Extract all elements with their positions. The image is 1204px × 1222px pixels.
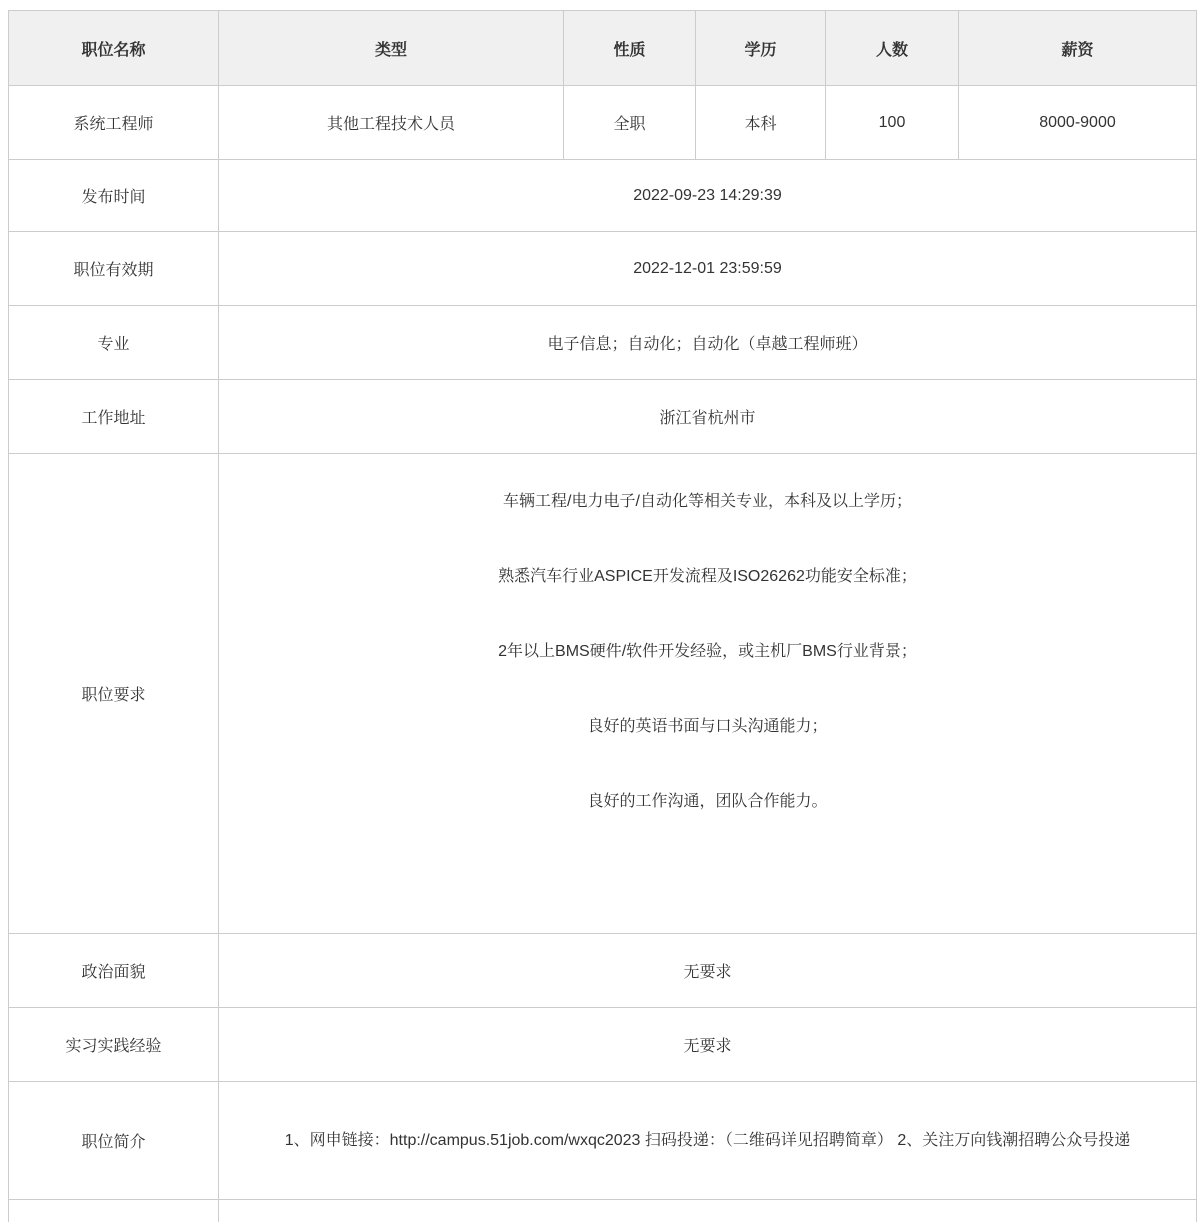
intro-value: 1、网申链接：http://campus.51job.com/wxqc2023 扫码投递：（二维码详见招聘简章） 2、关注万向钱潮招聘公众号投递 [219,1082,1197,1200]
cell-education: 本科 [696,86,826,160]
job-detail-table [8,10,1197,1222]
partial-next-row [9,1200,1197,1222]
valid-until-value: 2022-12-01 23:59:59 [219,232,1197,306]
header-type: 类型 [219,11,564,86]
cell-headcount: 100 [826,86,959,160]
political-status-value: 无要求 [219,934,1197,1008]
requirement-line: 良好的英语书面与口头沟通能力； [587,718,828,735]
header-headcount: 人数 [826,11,959,86]
intro-label: 职位简介 [9,1082,219,1200]
major-label: 专业 [9,306,219,380]
internship-experience-label: 实习实践经验 [9,1008,219,1082]
political-status-row [9,934,1197,1008]
header-nature: 性质 [564,11,696,86]
cell-nature: 全职 [564,86,696,160]
valid-until-label: 职位有效期 [9,232,219,306]
publish-time-label: 发布时间 [9,160,219,232]
requirement-line: 良好的工作沟通，团队合作能力。 [587,793,828,810]
major-value: 电子信息；自动化；自动化（卓越工程师班） [219,306,1197,380]
work-address-row [9,380,1197,454]
requirements-value [219,454,1197,934]
internship-experience-row [9,1008,1197,1082]
cell-position-name: 系统工程师 [9,86,219,160]
work-address-value: 浙江省杭州市 [219,380,1197,454]
requirement-line: 车辆工程/电力电子/自动化等相关专业，本科及以上学历； [503,493,912,510]
cell-type: 其他工程技术人员 [219,86,564,160]
intro-row [9,1082,1197,1200]
publish-time-value: 2022-09-23 14:29:39 [219,160,1197,232]
valid-until-row [9,232,1197,306]
partial-next-label [9,1200,219,1222]
requirement-line: 熟悉汽车行业ASPICE开发流程及ISO26262功能安全标准； [498,568,917,585]
job-summary-row [9,86,1197,160]
requirements-row [9,454,1197,934]
table-header-row [9,11,1197,86]
requirement-line: 2年以上BMS硬件/软件开发经验，或主机厂BMS行业背景； [498,643,917,660]
cell-salary: 8000-9000 [959,86,1197,160]
internship-experience-value: 无要求 [219,1008,1197,1082]
header-position-name: 职位名称 [9,11,219,86]
requirements-label: 职位要求 [9,454,219,934]
major-row [9,306,1197,380]
partial-next-value [219,1200,1197,1222]
work-address-label: 工作地址 [9,380,219,454]
publish-time-row [9,160,1197,232]
political-status-label: 政治面貌 [9,934,219,1008]
header-salary: 薪资 [959,11,1197,86]
header-education: 学历 [696,11,826,86]
